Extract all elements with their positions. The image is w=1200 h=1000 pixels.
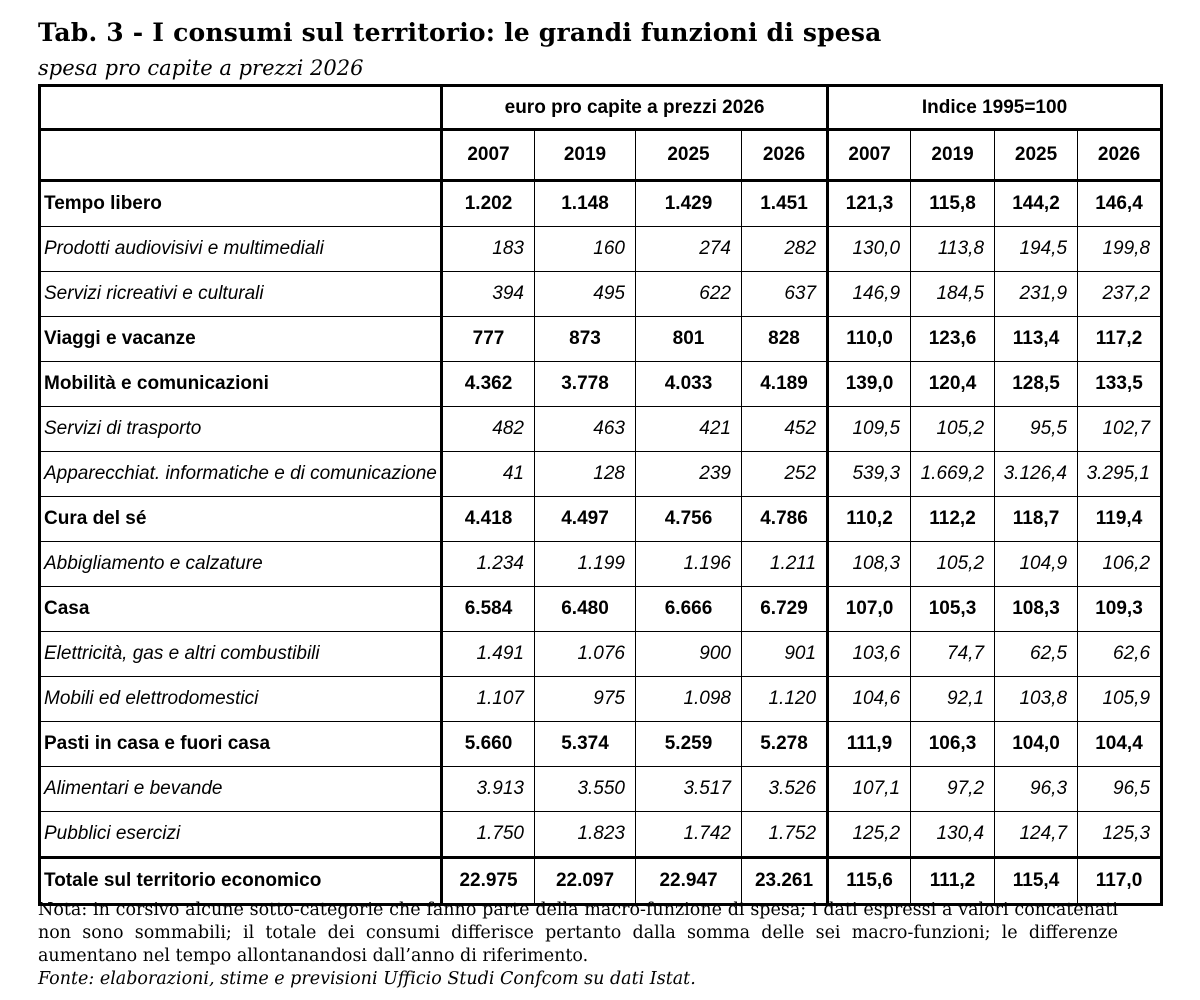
index-value-cell: 111,2 [911, 858, 995, 905]
euro-value-cell: 4.189 [742, 362, 828, 407]
row-label: Alimentari e bevande [40, 767, 442, 812]
index-value-cell: 104,0 [995, 722, 1078, 767]
euro-value-cell: 282 [742, 227, 828, 272]
euro-value-cell: 3.778 [535, 362, 636, 407]
euro-value-cell: 1.234 [442, 542, 535, 587]
euro-value-cell: 6.584 [442, 587, 535, 632]
year-header-index-2025: 2025 [995, 130, 1078, 181]
row-label: Mobili ed elettrodomestici [40, 677, 442, 722]
table-row [40, 858, 1162, 905]
euro-value-cell: 4.756 [636, 497, 742, 542]
index-value-cell: 74,7 [911, 632, 995, 677]
group-header-row [40, 86, 1162, 130]
euro-value-cell: 22.097 [535, 858, 636, 905]
table-row [40, 272, 1162, 317]
euro-value-cell: 5.278 [742, 722, 828, 767]
euro-value-cell: 3.913 [442, 767, 535, 812]
euro-value-cell: 3.550 [535, 767, 636, 812]
table-row [40, 767, 1162, 812]
euro-value-cell: 873 [535, 317, 636, 362]
row-label: Servizi di trasporto [40, 407, 442, 452]
euro-value-cell: 1.199 [535, 542, 636, 587]
index-value-cell: 146,9 [828, 272, 911, 317]
year-header-euro-2025: 2025 [636, 130, 742, 181]
index-value-cell: 104,6 [828, 677, 911, 722]
euro-value-cell: 1.098 [636, 677, 742, 722]
euro-value-cell: 1.120 [742, 677, 828, 722]
index-value-cell: 130,0 [828, 227, 911, 272]
euro-value-cell: 4.418 [442, 497, 535, 542]
index-value-cell: 3.126,4 [995, 452, 1078, 497]
source-note: Fonte: elaborazioni, stime e previsioni Ufficio Studi Confcom su dati Istat. [38, 969, 696, 989]
euro-value-cell: 1.196 [636, 542, 742, 587]
table-row [40, 317, 1162, 362]
euro-value-cell: 828 [742, 317, 828, 362]
euro-value-cell: 1.491 [442, 632, 535, 677]
euro-value-cell: 637 [742, 272, 828, 317]
table-row [40, 812, 1162, 858]
index-value-cell: 106,2 [1078, 542, 1162, 587]
euro-value-cell: 23.261 [742, 858, 828, 905]
index-value-cell: 144,2 [995, 181, 1078, 227]
index-value-cell: 1.669,2 [911, 452, 995, 497]
header-blank-cell [40, 86, 442, 130]
table-row [40, 362, 1162, 407]
euro-value-cell: 22.975 [442, 858, 535, 905]
euro-value-cell: 1.823 [535, 812, 636, 858]
index-value-cell: 109,3 [1078, 587, 1162, 632]
index-value-cell: 105,3 [911, 587, 995, 632]
index-value-cell: 62,5 [995, 632, 1078, 677]
row-label: Tempo libero [40, 181, 442, 227]
header-blank-cell [40, 130, 442, 181]
table-row [40, 632, 1162, 677]
index-value-cell: 237,2 [1078, 272, 1162, 317]
index-value-cell: 108,3 [995, 587, 1078, 632]
index-value-cell: 96,5 [1078, 767, 1162, 812]
year-header-index-2019: 2019 [911, 130, 995, 181]
index-value-cell: 102,7 [1078, 407, 1162, 452]
table-row [40, 587, 1162, 632]
euro-value-cell: 1.211 [742, 542, 828, 587]
index-value-cell: 113,8 [911, 227, 995, 272]
index-value-cell: 119,4 [1078, 497, 1162, 542]
group-header-euro: euro pro capite a prezzi 2026 [442, 86, 828, 130]
index-value-cell: 133,5 [1078, 362, 1162, 407]
index-value-cell: 125,3 [1078, 812, 1162, 858]
year-header-index-2026: 2026 [1078, 130, 1162, 181]
euro-value-cell: 4.786 [742, 497, 828, 542]
index-value-cell: 105,9 [1078, 677, 1162, 722]
index-value-cell: 110,0 [828, 317, 911, 362]
index-value-cell: 117,0 [1078, 858, 1162, 905]
euro-value-cell: 22.947 [636, 858, 742, 905]
euro-value-cell: 901 [742, 632, 828, 677]
euro-value-cell: 6.666 [636, 587, 742, 632]
euro-value-cell: 5.374 [535, 722, 636, 767]
index-value-cell: 112,2 [911, 497, 995, 542]
euro-value-cell: 4.033 [636, 362, 742, 407]
row-label: Casa [40, 587, 442, 632]
euro-value-cell: 495 [535, 272, 636, 317]
year-header-row [40, 130, 1162, 181]
euro-value-cell: 1.076 [535, 632, 636, 677]
euro-value-cell: 128 [535, 452, 636, 497]
index-value-cell: 128,5 [995, 362, 1078, 407]
year-header-euro-2019: 2019 [535, 130, 636, 181]
euro-value-cell: 3.517 [636, 767, 742, 812]
euro-value-cell: 622 [636, 272, 742, 317]
index-value-cell: 139,0 [828, 362, 911, 407]
euro-value-cell: 6.480 [535, 587, 636, 632]
euro-value-cell: 394 [442, 272, 535, 317]
index-value-cell: 95,5 [995, 407, 1078, 452]
euro-value-cell: 1.742 [636, 812, 742, 858]
euro-value-cell: 239 [636, 452, 742, 497]
index-value-cell: 113,4 [995, 317, 1078, 362]
footnote: Nota: in corsivo alcune sotto-categorie che fanno parte della macro-funzione di spesa; i dati espressi a valori concatenati non sono sommabili; il totale dei consumi differisce pertanto dalla somma delle sei macro-funzioni; le differenze aumentano nel tempo allontanandosi dall’anno di riferimento. [38, 900, 1118, 966]
row-label: Servizi ricreativi e culturali [40, 272, 442, 317]
index-value-cell: 115,8 [911, 181, 995, 227]
table-row [40, 227, 1162, 272]
index-value-cell: 111,9 [828, 722, 911, 767]
index-value-cell: 124,7 [995, 812, 1078, 858]
table-row [40, 722, 1162, 767]
index-value-cell: 120,4 [911, 362, 995, 407]
euro-value-cell: 4.362 [442, 362, 535, 407]
euro-value-cell: 41 [442, 452, 535, 497]
index-value-cell: 107,0 [828, 587, 911, 632]
euro-value-cell: 4.497 [535, 497, 636, 542]
index-value-cell: 104,4 [1078, 722, 1162, 767]
index-value-cell: 125,2 [828, 812, 911, 858]
index-value-cell: 117,2 [1078, 317, 1162, 362]
euro-value-cell: 421 [636, 407, 742, 452]
euro-value-cell: 1.752 [742, 812, 828, 858]
row-label: Pasti in casa e fuori casa [40, 722, 442, 767]
euro-value-cell: 463 [535, 407, 636, 452]
euro-value-cell: 5.660 [442, 722, 535, 767]
index-value-cell: 109,5 [828, 407, 911, 452]
index-value-cell: 108,3 [828, 542, 911, 587]
index-value-cell: 194,5 [995, 227, 1078, 272]
index-value-cell: 96,3 [995, 767, 1078, 812]
euro-value-cell: 452 [742, 407, 828, 452]
table-row [40, 677, 1162, 722]
year-header-euro-2007: 2007 [442, 130, 535, 181]
index-value-cell: 3.295,1 [1078, 452, 1162, 497]
row-label: Abbigliamento e calzature [40, 542, 442, 587]
euro-value-cell: 3.526 [742, 767, 828, 812]
euro-value-cell: 1.451 [742, 181, 828, 227]
euro-value-cell: 1.202 [442, 181, 535, 227]
euro-value-cell: 482 [442, 407, 535, 452]
index-value-cell: 103,6 [828, 632, 911, 677]
euro-value-cell: 1.429 [636, 181, 742, 227]
euro-value-cell: 6.729 [742, 587, 828, 632]
group-header-index: Indice 1995=100 [828, 86, 1162, 130]
index-value-cell: 103,8 [995, 677, 1078, 722]
table-row [40, 452, 1162, 497]
index-value-cell: 107,1 [828, 767, 911, 812]
consumption-table [38, 84, 1163, 906]
index-value-cell: 123,6 [911, 317, 995, 362]
index-value-cell: 184,5 [911, 272, 995, 317]
table-row [40, 542, 1162, 587]
row-label: Pubblici esercizi [40, 812, 442, 858]
index-value-cell: 539,3 [828, 452, 911, 497]
row-label: Mobilità e comunicazioni [40, 362, 442, 407]
euro-value-cell: 801 [636, 317, 742, 362]
index-value-cell: 105,2 [911, 407, 995, 452]
table-subtitle: spesa pro capite a prezzi 2026 [38, 56, 364, 80]
euro-value-cell: 252 [742, 452, 828, 497]
index-value-cell: 118,7 [995, 497, 1078, 542]
euro-value-cell: 183 [442, 227, 535, 272]
index-value-cell: 115,4 [995, 858, 1078, 905]
euro-value-cell: 160 [535, 227, 636, 272]
index-value-cell: 115,6 [828, 858, 911, 905]
year-header-index-2007: 2007 [828, 130, 911, 181]
table-title: Tab. 3 - I consumi sul territorio: le grandi funzioni di spesa [38, 18, 882, 47]
table-row [40, 181, 1162, 227]
euro-value-cell: 777 [442, 317, 535, 362]
euro-value-cell: 1.750 [442, 812, 535, 858]
table-row [40, 407, 1162, 452]
row-label: Cura del sé [40, 497, 442, 542]
index-value-cell: 146,4 [1078, 181, 1162, 227]
index-value-cell: 97,2 [911, 767, 995, 812]
row-label: Viaggi e vacanze [40, 317, 442, 362]
euro-value-cell: 274 [636, 227, 742, 272]
euro-value-cell: 1.107 [442, 677, 535, 722]
row-label: Prodotti audiovisivi e multimediali [40, 227, 442, 272]
year-header-euro-2026: 2026 [742, 130, 828, 181]
row-label: Apparecchiat. informatiche e di comunicazione [40, 452, 442, 497]
index-value-cell: 104,9 [995, 542, 1078, 587]
row-label: Totale sul territorio economico [40, 858, 442, 905]
index-value-cell: 106,3 [911, 722, 995, 767]
index-value-cell: 231,9 [995, 272, 1078, 317]
table-row [40, 497, 1162, 542]
index-value-cell: 110,2 [828, 497, 911, 542]
euro-value-cell: 5.259 [636, 722, 742, 767]
euro-value-cell: 975 [535, 677, 636, 722]
index-value-cell: 121,3 [828, 181, 911, 227]
index-value-cell: 130,4 [911, 812, 995, 858]
index-value-cell: 92,1 [911, 677, 995, 722]
row-label: Elettricità, gas e altri combustibili [40, 632, 442, 677]
index-value-cell: 199,8 [1078, 227, 1162, 272]
euro-value-cell: 1.148 [535, 181, 636, 227]
euro-value-cell: 900 [636, 632, 742, 677]
index-value-cell: 105,2 [911, 542, 995, 587]
index-value-cell: 62,6 [1078, 632, 1162, 677]
